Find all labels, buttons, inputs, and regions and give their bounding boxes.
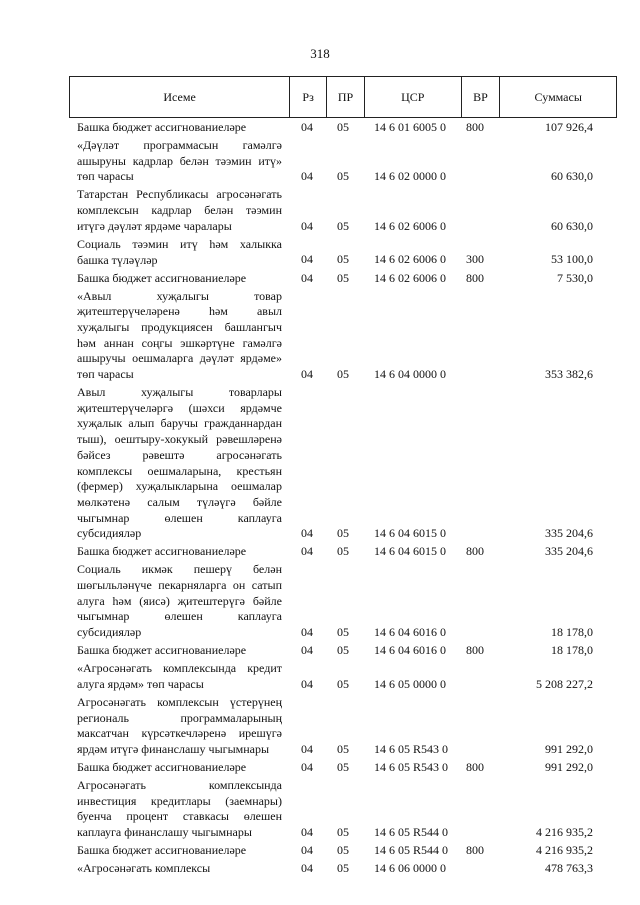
- column-header-name: Исеме: [70, 77, 290, 117]
- row-rz: 04: [301, 643, 313, 658]
- table-row: [0, 643, 640, 659]
- row-pr: 05: [337, 625, 349, 640]
- row-name-line: җитештерүчеләргә (шәхси ярдәмче: [77, 400, 282, 415]
- row-name-line: Башка бюджет ассигнованиеләре: [77, 843, 247, 857]
- row-sum: 7 530,0: [557, 270, 593, 285]
- row-name-line: каплауга финанслашу чыгымнары: [77, 825, 252, 839]
- row-rz: 04: [301, 526, 313, 541]
- row-name-line: «Агросәнәгать комплексында кредит: [77, 661, 282, 676]
- row-name-line: ярдәм итүгә финанслашу чыгымнары: [77, 741, 270, 756]
- row-csr: 14 6 05 R543 0: [374, 741, 449, 756]
- row-name-line: Агросәнәгать комплексында: [77, 777, 282, 792]
- row-rz: 04: [301, 120, 313, 134]
- row-name-line: итүгә дәүләт ярдәме чаралары: [77, 218, 232, 233]
- row-name: [77, 843, 282, 859]
- table-row: [0, 544, 640, 560]
- row-name-line: комплексын кадрлар белән тәэмин: [77, 203, 282, 218]
- row-sum: 18 178,0: [551, 643, 593, 658]
- row-name-line: «Авыл хуҗалыгы товар: [77, 288, 282, 303]
- row-name-line: һәм аннан соңгы эшкәртүне гамәлгә: [77, 335, 282, 350]
- row-csr: 14 6 01 6005 0: [374, 120, 446, 134]
- table-row: [0, 778, 640, 841]
- row-name-line: инвестиция кредитлары (заемнары): [77, 793, 282, 808]
- row-name-line: төп чарасы: [77, 367, 134, 382]
- row-sum: 53 100,0: [551, 252, 593, 267]
- table-header: [69, 76, 617, 118]
- row-name: [77, 778, 282, 841]
- row-vr: 800: [466, 544, 484, 559]
- row-name-line: җитештерүчеләренә һәм авыл: [77, 304, 282, 319]
- row-rz: 04: [301, 741, 313, 756]
- column-header-pr: ПР: [327, 77, 365, 117]
- table-row: [0, 120, 640, 136]
- row-name: [77, 562, 282, 641]
- table-row: [0, 562, 640, 641]
- row-pr: 05: [337, 643, 349, 658]
- row-pr: 05: [337, 252, 349, 267]
- row-vr: 800: [466, 643, 484, 658]
- column-header-csr: ЦСР: [365, 77, 462, 117]
- table-row: [0, 187, 640, 234]
- row-sum: 335 204,6: [545, 544, 593, 559]
- row-sum: 18 178,0: [551, 625, 593, 640]
- row-name: [77, 271, 282, 287]
- row-pr: 05: [337, 544, 349, 559]
- row-sum: 353 382,6: [545, 367, 593, 381]
- row-name-line: «Агросәнәгать комплексы: [77, 861, 211, 875]
- row-csr: 14 6 02 6006 0: [374, 218, 446, 233]
- row-name-line: шөгыльләнүче пекарняларга он сатып: [77, 578, 282, 592]
- row-name: [77, 661, 282, 692]
- row-sum: 335 204,6: [545, 526, 593, 541]
- column-header-sum: Суммасы: [534, 89, 582, 104]
- row-csr: 14 6 02 0000 0: [374, 169, 446, 184]
- row-pr: 05: [337, 270, 349, 285]
- row-rz: 04: [301, 544, 313, 559]
- table-row: [0, 271, 640, 287]
- row-vr: 800: [466, 120, 484, 134]
- row-name-line: (фермер) хуҗалыкларына оешмалар: [77, 479, 282, 494]
- row-name-line: комплексы оешмаларына, крестьян: [77, 463, 282, 478]
- row-csr: 14 6 05 0000 0: [374, 676, 446, 691]
- row-name: [77, 544, 282, 560]
- row-csr: 14 6 04 6016 0: [374, 643, 446, 658]
- row-name-line: Башка бюджет ассигнованиеләре: [77, 759, 247, 774]
- row-rz: 04: [301, 625, 313, 640]
- row-name-line: алуга һәм (яисә) җитештерүгә бәйле: [77, 593, 282, 608]
- row-name-line: ашыручы оешмаларга дәүләт ярдәме»: [77, 351, 282, 366]
- table-row: [0, 138, 640, 185]
- row-name-line: алуга ярдәм» төп чарасы: [77, 676, 204, 691]
- row-rz: 04: [301, 218, 313, 233]
- row-name-line: Татарстан Республикасы агросәнәгать: [77, 187, 282, 202]
- row-sum: 4 216 935,2: [536, 824, 593, 839]
- row-pr: 05: [337, 759, 349, 774]
- row-name-line: Авыл хуҗалыгы товарлары: [77, 385, 282, 399]
- row-rz: 04: [301, 270, 313, 285]
- row-name-line: региональ программаларының: [77, 710, 282, 725]
- table-row: [0, 289, 640, 383]
- row-rz: 04: [301, 367, 313, 381]
- row-name-line: Агросәнәгать комплексын үстерүнең: [77, 694, 282, 709]
- row-name-line: тыш), оештыру-хокукый рәвешләренә: [77, 432, 282, 447]
- row-name-line: Башка бюджет ассигнованиеләре: [77, 544, 247, 559]
- row-name-line: «Дәүләт программасын гамәлгә: [77, 138, 282, 152]
- row-name-line: буенча процент ставкасы өлешен: [77, 809, 282, 824]
- row-csr: 14 6 02 6006 0: [374, 252, 446, 267]
- row-name: [77, 760, 282, 776]
- table-row: [0, 661, 640, 692]
- row-csr: 14 6 04 0000 0: [374, 367, 446, 381]
- row-rz: 04: [301, 824, 313, 839]
- row-pr: 05: [337, 824, 349, 839]
- row-vr: 300: [466, 252, 484, 267]
- row-sum: 991 292,0: [545, 759, 593, 774]
- row-sum: 107 926,4: [545, 120, 593, 134]
- row-sum: 4 216 935,2: [536, 843, 593, 857]
- row-pr: 05: [337, 843, 349, 857]
- row-csr: 14 6 06 0000 0: [374, 861, 446, 875]
- row-name-line: башка түләүләр: [77, 252, 158, 267]
- row-sum: 5 208 227,2: [536, 676, 593, 691]
- row-vr: 800: [466, 270, 484, 285]
- row-name-line: мөлкәтенә салым түләүгә бәйле: [77, 494, 282, 509]
- row-csr: 14 6 04 6016 0: [374, 625, 446, 640]
- row-csr: 14 6 02 6006 0: [374, 270, 446, 285]
- row-name: [77, 138, 282, 185]
- row-name-line: бәйсез рәвештә агросәнәгать: [77, 447, 282, 462]
- row-csr: 14 6 04 6015 0: [374, 526, 446, 541]
- row-name-line: Социаль икмәк пешерү белән: [77, 562, 282, 577]
- row-name-line: хуҗалык алып баручы гражданнардан: [77, 416, 282, 431]
- row-pr: 05: [337, 218, 349, 233]
- row-pr: 05: [337, 741, 349, 756]
- row-pr: 05: [337, 169, 349, 184]
- row-name-line: Башка бюджет ассигнованиеләре: [77, 643, 247, 658]
- row-name: [77, 643, 282, 659]
- row-sum: 60 630,0: [551, 169, 593, 184]
- row-csr: 14 6 04 6015 0: [374, 544, 446, 559]
- row-rz: 04: [301, 169, 313, 184]
- row-name-line: субсидияләр: [77, 625, 142, 640]
- row-rz: 04: [301, 252, 313, 267]
- row-name-line: Башка бюджет ассигнованиеләре: [77, 120, 247, 134]
- row-name: [77, 120, 282, 136]
- table-row: [0, 237, 640, 268]
- row-csr: 14 6 05 R543 0: [374, 759, 449, 774]
- row-name-line: чыгымнар өлешен каплауга: [77, 609, 282, 624]
- row-name: [77, 237, 282, 268]
- row-rz: 04: [301, 861, 313, 875]
- row-name: [77, 385, 282, 542]
- table-row: [0, 695, 640, 758]
- row-name-line: Башка бюджет ассигнованиеләре: [77, 270, 247, 285]
- row-name-line: чыгымнар өлешен каплауга: [77, 510, 282, 525]
- row-vr: 800: [466, 759, 484, 774]
- row-pr: 05: [337, 861, 349, 875]
- row-sum: 991 292,0: [545, 741, 593, 756]
- row-pr: 05: [337, 676, 349, 691]
- row-rz: 04: [301, 843, 313, 857]
- table-row: [0, 861, 640, 877]
- row-vr: 800: [466, 843, 484, 857]
- page-number: 318: [310, 46, 330, 61]
- row-name-line: төп чарасы: [77, 169, 134, 184]
- row-name-line: субсидияләр: [77, 526, 142, 541]
- row-rz: 04: [301, 676, 313, 691]
- row-pr: 05: [337, 367, 349, 381]
- table-row: [0, 760, 640, 776]
- row-pr: 05: [337, 526, 349, 541]
- row-csr: 14 6 05 R544 0: [374, 843, 449, 857]
- row-sum: 60 630,0: [551, 218, 593, 233]
- row-name-line: Социаль тәэмин итү һәм халыкка: [77, 236, 282, 251]
- row-name-line: ашыруны кадрлар белән тәэмин итү»: [77, 153, 282, 168]
- row-pr: 05: [337, 120, 349, 134]
- column-header-rz: Рз: [290, 77, 327, 117]
- row-name-line: хуҗалыгы продукциясен башлангыч: [77, 319, 282, 334]
- row-name: [77, 861, 282, 877]
- row-sum: 478 763,3: [545, 861, 593, 875]
- row-rz: 04: [301, 759, 313, 774]
- row-name-line: максатчан күрсәткечләренә ирешүгә: [77, 726, 282, 741]
- table-row: [0, 385, 640, 542]
- column-header-vr: ВР: [462, 77, 501, 117]
- row-name: [77, 695, 282, 758]
- row-name: [77, 289, 282, 383]
- row-csr: 14 6 05 R544 0: [374, 824, 449, 839]
- row-name: [77, 187, 282, 234]
- table-row: [0, 843, 640, 859]
